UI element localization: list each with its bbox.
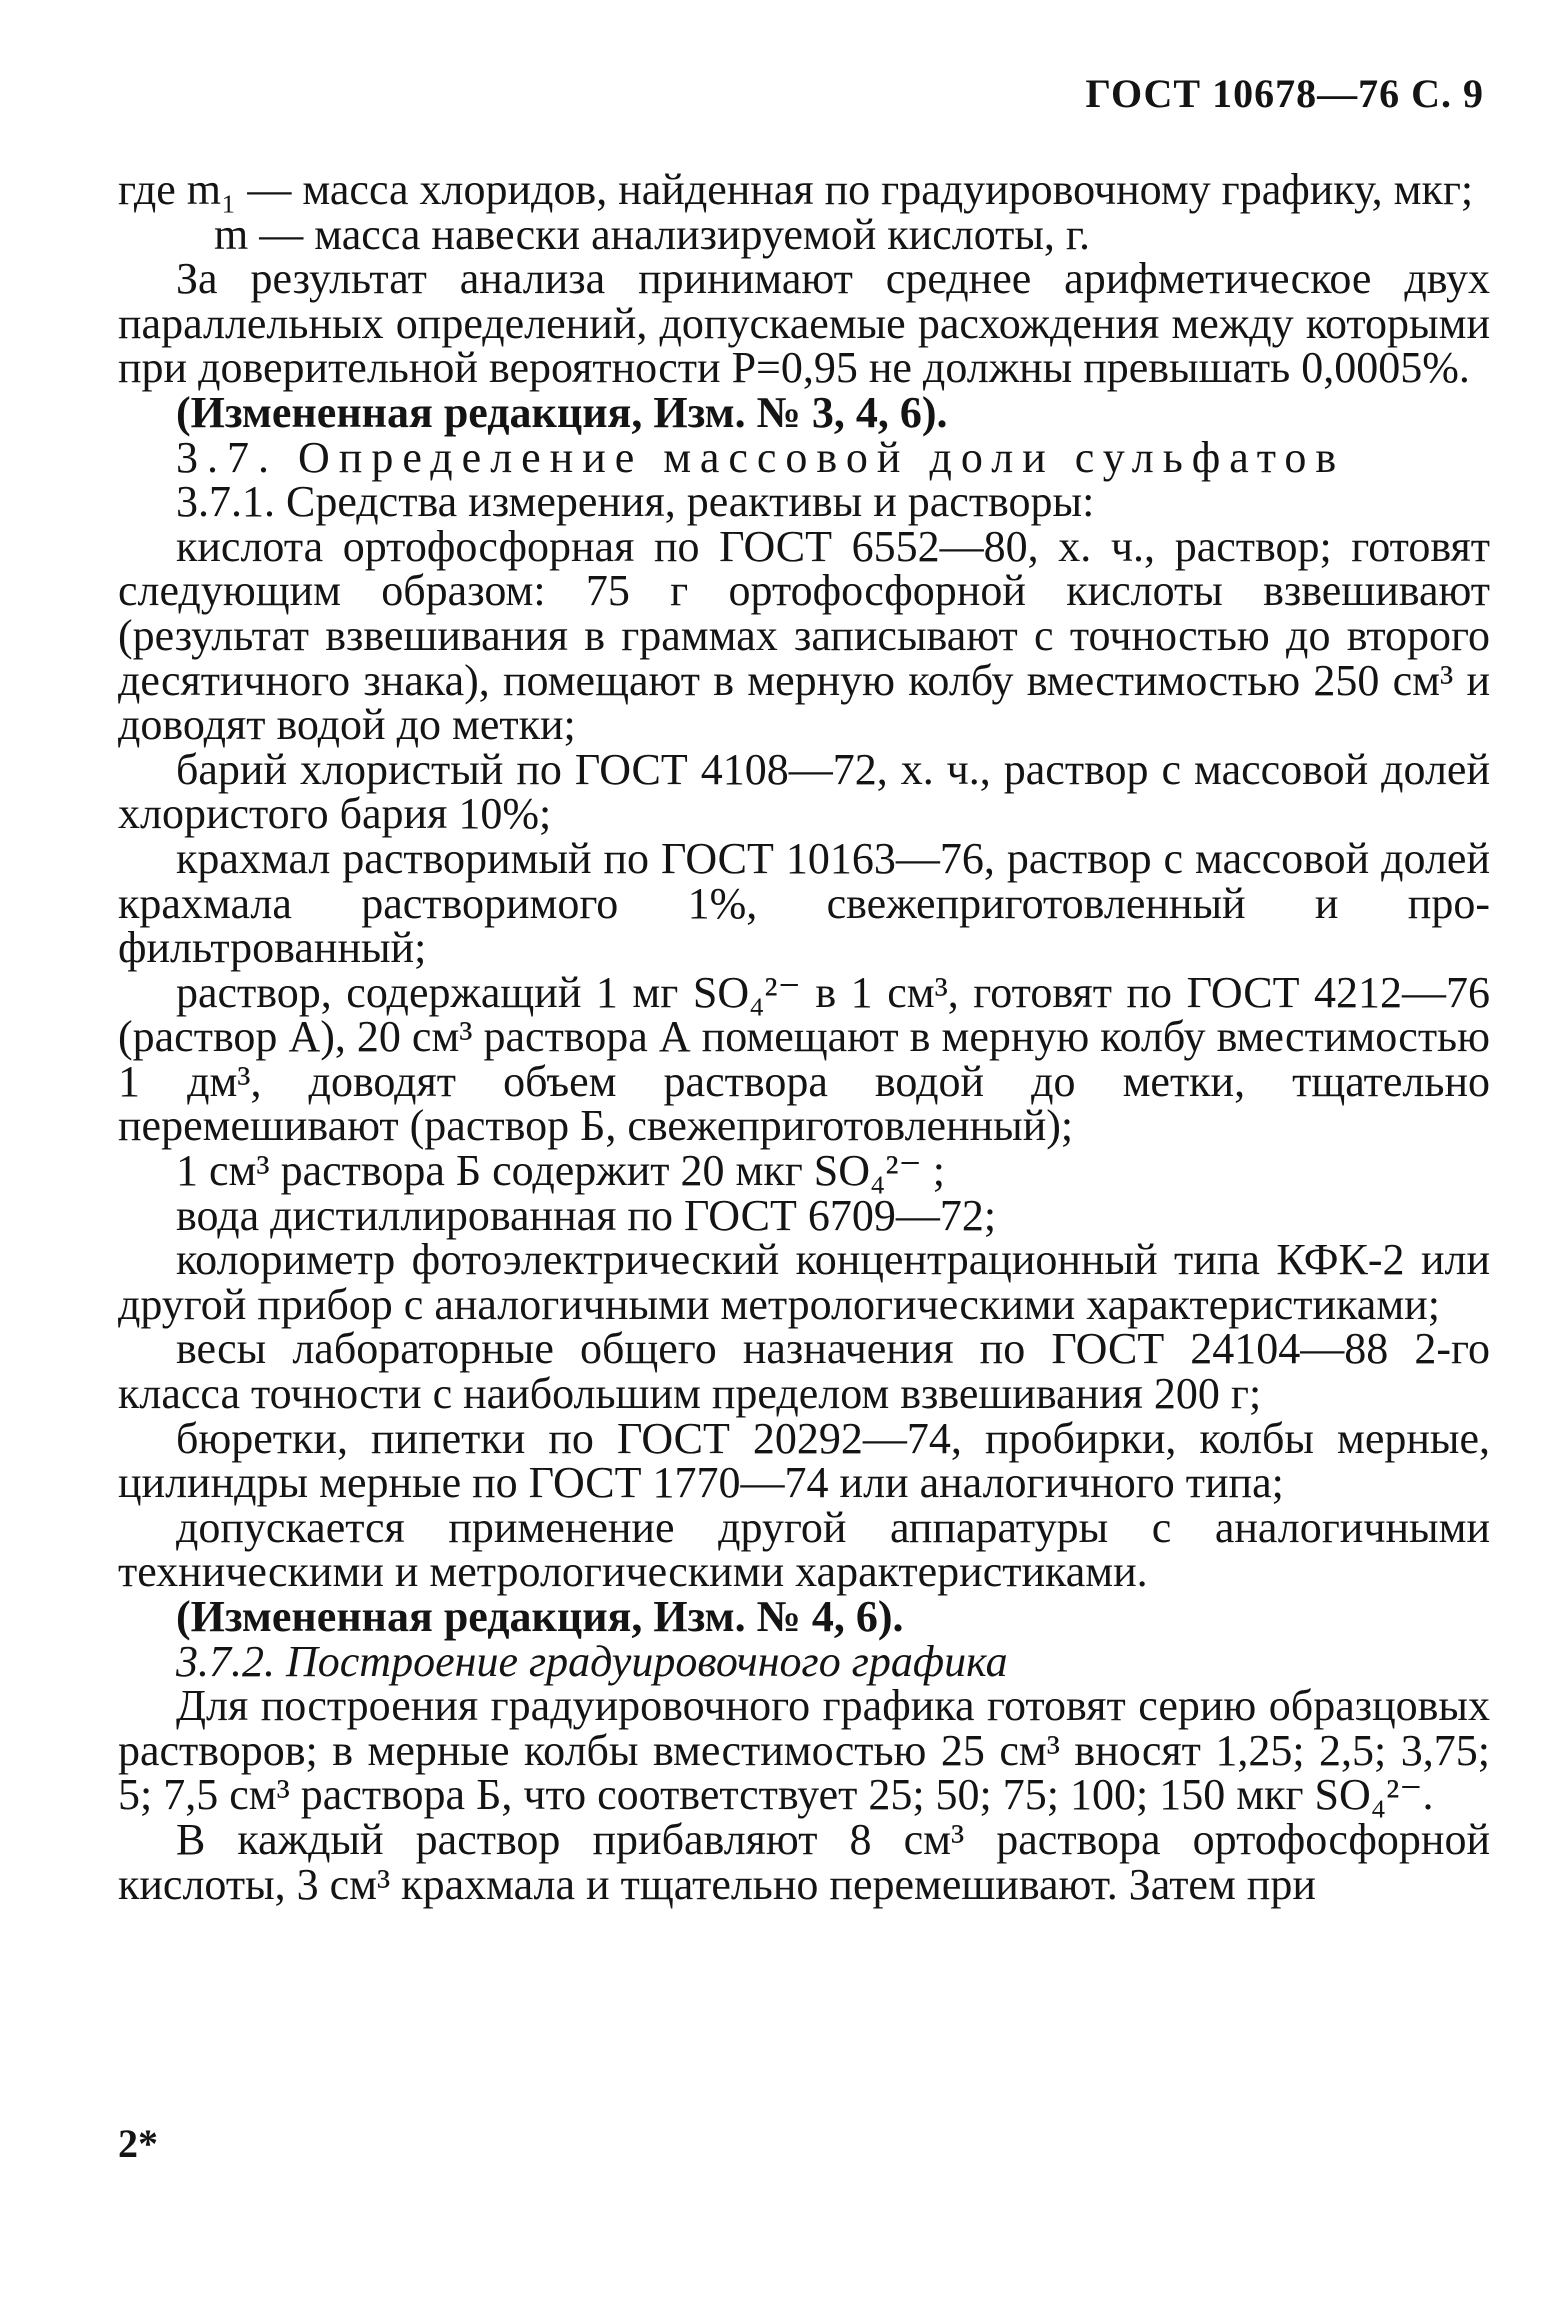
paragraph-other-apparatus: допускается применение другой аппаратуры с аналогичными техническими и метрологическими характеристиками. bbox=[118, 1502, 1490, 1597]
paragraph-phosphoric-acid: кислота ортофосфорная по ГОСТ 6552—80, х. ч., раствор; готовят следующим образом: 75 г ортофосфорной кислоты взвешивают (результат взвешивания в граммах записывают с точностью до второго десятичного знака), помещают в мерную колбу вместимостью 250 см³ и доводят водой до метки; bbox=[118, 521, 1490, 750]
paragraph-starch: крахмал растворимый по ГОСТ 10163—76, раствор с массовой долей крахмала растворимого 1%, свежеприготовленный и профильтрованный; bbox=[118, 833, 1490, 973]
paragraph-3-7-1: 3.7.1. Средства измерения, реактивы и растворы: bbox=[176, 477, 1095, 527]
paragraph-scales: весы лабораторные общего назначения по ГОСТ 24104—88 2-го класса точности с наибольшим пределом взвешивания 200 г; bbox=[118, 1324, 1490, 1419]
amendment-note-1: (Измененная редакция, Изм. № 3, 4, 6). bbox=[176, 387, 948, 437]
paragraph-solution-so4: раствор, содержащий 1 мг SO₄²⁻ в 1 см³, готовят по ГОСТ 4212—76 (раствор А), 20 см³ раствора А помещают в мерную колбу вместимостью 1 дм³, доводят объем раствора водой до метки, тщательно перемешивают (раствор Б, свежеприготовленный); bbox=[118, 967, 1490, 1151]
amendment-note-2: (Измененная редакция, Изм. № 4, 6). bbox=[176, 1592, 904, 1641]
paragraph-barium-chloride: барий хлористый по ГОСТ 4108—72, х. ч., раствор с массовой долей хлористого бария 10%; bbox=[118, 744, 1490, 839]
page-footer: 2* bbox=[118, 2121, 158, 2166]
paragraph-colorimeter: колориметр фотоэлектрический концентрационный типа КФК-2 или другой прибор с аналогичными метрологическими характеристиками; bbox=[118, 1235, 1490, 1329]
document-body bbox=[118, 165, 1490, 1909]
page-header: ГОСТ 10678—76 С. 9 bbox=[1085, 71, 1484, 116]
paragraph-each-solution: В каждый раствор прибавляют 8 см³ раствора ортофосфорной кислоты, 3 см³ крахмала и тщательно перемешивают. Затем при bbox=[118, 1814, 1490, 1909]
paragraph-result: За результат анализа принимают среднее арифметическое двух параллельных определений, допускаемые расхождения между которыми при доверительной вероятности P=0,95 не должны превышать 0,0005%. bbox=[118, 254, 1490, 393]
paragraph-m-definition: m — масса навески анализируемой кислоты, г. bbox=[214, 209, 1090, 259]
paragraph-solution-b: 1 см³ раствора Б содержит 20 мкг SO₄²⁻ ; bbox=[176, 1146, 945, 1196]
section-heading-3-7: 3.7. Определение массовой доли сульфатов bbox=[176, 432, 1346, 482]
paragraph-calibration: Для построения градуировочного графика готовят серию образцовых растворов; в мерные колбы вместимостью 25 см³ вносят 1,25; 2,5; 3,75; 5; 7,5 см³ раствора Б, что соответствует 25; 50; 75; 100; 150 мкг SO₄²⁻. bbox=[118, 1681, 1490, 1820]
paragraph-where-m1: где m₁ — масса хлоридов, найденная по градуировочному графику, мкг; bbox=[118, 165, 1474, 214]
paragraph-burettes: бюретки, пипетки по ГОСТ 20292—74, пробирки, колбы мерные, цилиндры мерные по ГОСТ 1770—74 или аналогичного типа; bbox=[118, 1413, 1490, 1508]
paragraph-water: вода дистиллированная по ГОСТ 6709—72; bbox=[176, 1190, 997, 1240]
section-heading-3-7-2: 3.7.2. Построение градуировочного графика bbox=[176, 1636, 1008, 1686]
